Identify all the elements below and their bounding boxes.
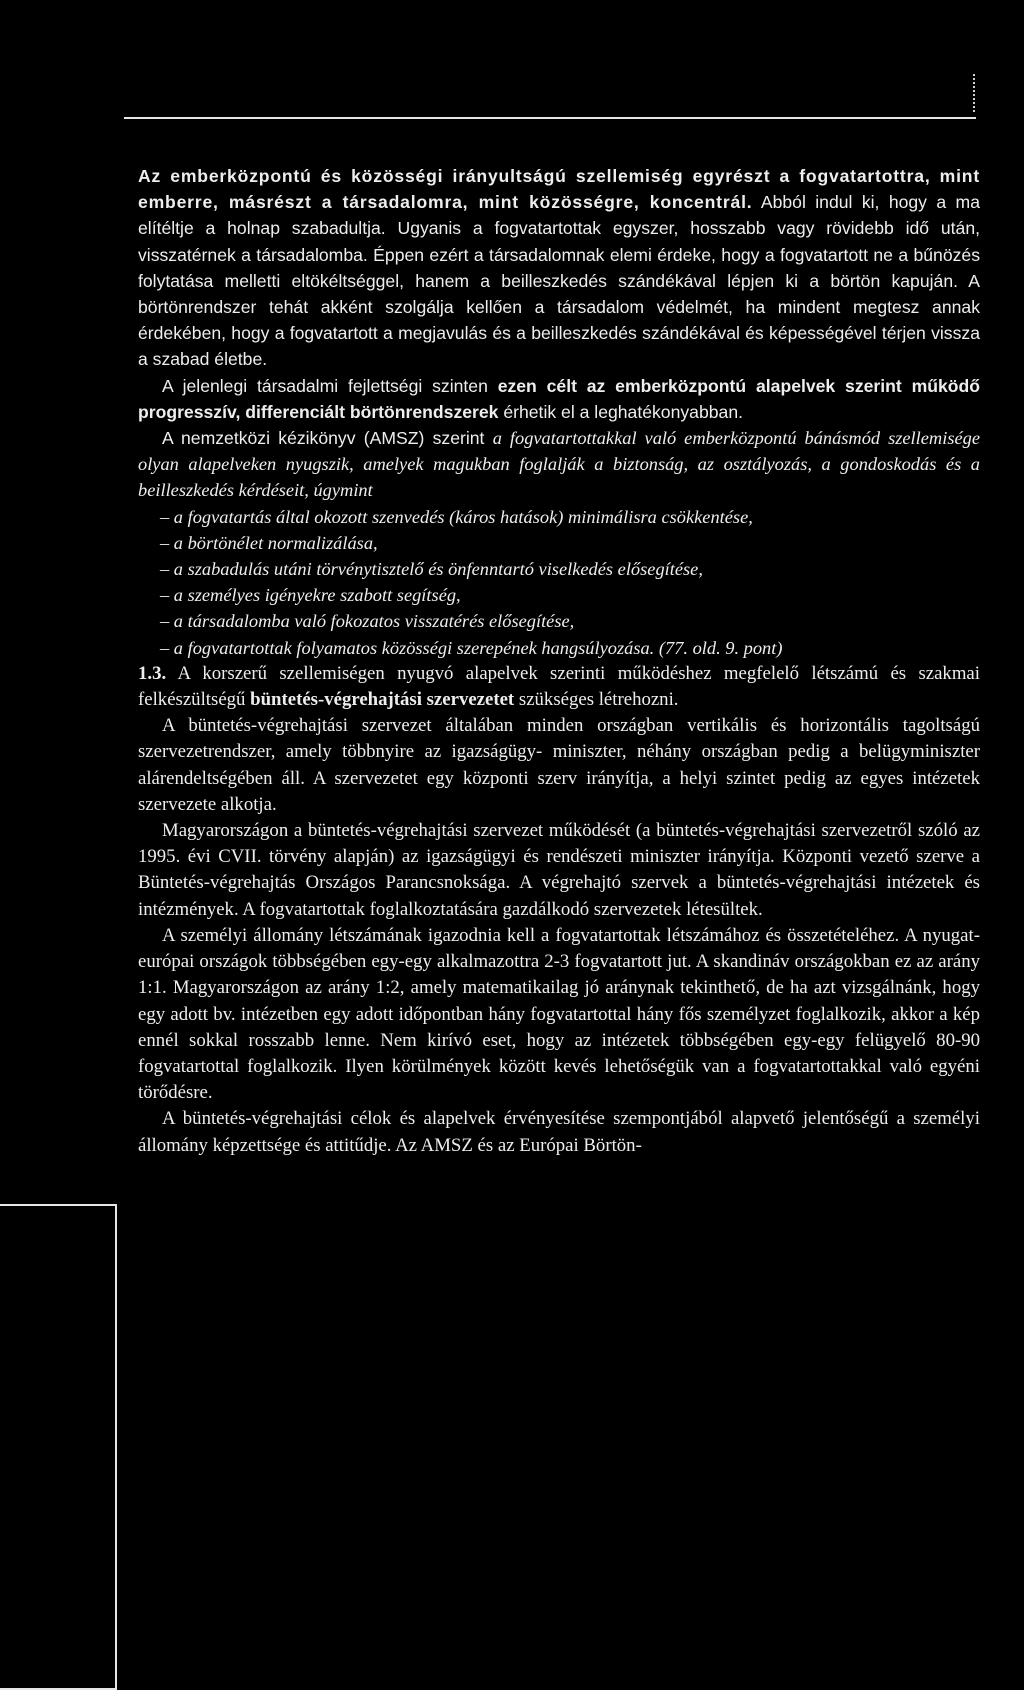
bold-span: büntetés-végrehajtási szervezetet (250, 689, 515, 711)
header-rule (124, 117, 976, 119)
bold-lead: Az emberközpontú és közösségi irányultságú szellemiség egyrészt a fogvatartottra, mint emberre, másrészt a társadalomra, mint közösségre, koncentrál. (138, 166, 980, 213)
margin-box-right (115, 1204, 117, 1690)
list-item: – a fogvatartás által okozott szenvedés (káros hatások) minimálisra csökkentése, (160, 506, 753, 527)
margin-box-top (0, 1204, 116, 1206)
italic-span: a fogvatartottakkal való emberközpontú bánásmód szellemisége olyan alapelveken nyugszik, amelyek magukban foglalják a biztonság, az osztályozás, a gondoskodás és a beilleszkedés kérdéseit, úgymint (138, 428, 981, 501)
section-number: 1.3. (138, 662, 167, 684)
list-item: – a börtönélet normalizálása, (160, 532, 378, 553)
paragraph-2 (138, 373, 980, 425)
paragraph-5: A büntetés-végrehajtási szervezet általában minden országban vertikális és horizontális tagoltságú szervezetrendszer, amely többnyire az igazságügy- miniszter, néhány országban pedig a belügyminiszter alárendeltségében áll. A szervezetet egy központi szerv irányítja, a helyi szintet pedig az egyes intézetek szervezete alkotja. (138, 715, 980, 815)
list-item: – a szabadulás utáni törvénytisztelő és önfenntartó viselkedés elősegítése, (160, 559, 703, 580)
text-span: A korszerű szellemiségen nyugvó alapelvek szerinti működéshez megfelelő létszámú és szakmai felkészültségű (138, 662, 980, 711)
text-span: szükséges létrehozni. (514, 689, 679, 711)
text-span: érhetik el a leghatékonyabban. (498, 401, 743, 422)
bold-span: ezen célt az emberközpontú alapelvek szerint működő progresszív, differenciált börtönrendszerek (138, 375, 980, 422)
paragraph-1 (138, 163, 980, 373)
paragraph-7: A személyi állomány létszámának igazodnia kell a fogvatartottak létszámához és összetételéhez. A nyugat-európai országok többségében egy-egy alkalmazottra 2-3 fogvatartott jut. A skandináv országokban ez az arány 1:1. Magyarországon az arány 1:2, amely matematikailag jó aránynak tekinthető, de ha azt vizsgálnánk, hogy egy adott bv. intézetben egy adott időpontban hány fogvatartottal hány fős személyzet foglalkozik, akkor a kép ennél sokkal rosszabb lenne. Nem kirívó eset, hogy az intézetek többségében egy-egy felügyelő 80-90 fogvatartottal foglalkozik. Ilyen körülmények között kevés lehetőségük van a fogvatartottakkal való egyéni törődésre. (138, 924, 980, 1104)
page-body (138, 163, 980, 1159)
paragraph-6: Magyarországon a büntetés-végrehajtási szervezet működését (a büntetés-végrehajtási szervezetről szóló az 1995. évi CVII. törvény alapján) az igazságügyi és rendészeti miniszter irányítja. Központi vezető szerve a Büntetés-végrehajtás Országos Parancsnoksága. A végrehajtó szervek a büntetés-végrehajtási intézetek és intézmények. A fogvatartottak foglalkoztatására gazdálkodó szervezetek létesültek. (138, 820, 980, 920)
paragraph-1-text: Abból indul ki, hogy a ma elítéltje a holnap szabadultja. Ugyanis a fogvatartottak egyszer, hosszabb vagy rövidebb idő után, visszatérnek a társadalomba. Éppen ezért a társadalomnak elemi érdeke, hogy a fogvatartott ne a bűnözés folytatása melletti eltökéltséggel, hanem a beilleszkedés szándékával lépjen ki a börtön kapuján. A börtönrendszer tehát akként szolgálja kellően a társadalom védelmét, ha mindent megtesz annak érdekében, hogy a fogvatartott a megjavulás és a beilleszkedés szándékával és képességével térjen vissza a szabad életbe. (138, 192, 980, 370)
text-span: A nemzetközi kézikönyv (AMSZ) szerint (162, 428, 493, 449)
paragraph-8: A büntetés-végrehajtási célok és alapelvek érvényesítése szempontjából alapvető jelentőségű a személyi állomány képzettsége és attitűdje. Az AMSZ és az Európai Börtön- (138, 1108, 980, 1156)
list-item: – a személyes igényekre szabott segítség, (160, 585, 461, 606)
paragraph-4 (138, 661, 980, 713)
top-dotted-mark (973, 74, 975, 114)
list-item: – a fogvatartottak folyamatos közösségi szerepének hangsúlyozása. (77. old. 9. pont) (160, 637, 783, 658)
list-item: – a társadalomba való fokozatos visszatérés elősegítése, (160, 611, 575, 632)
text-span: A jelenlegi társadalmi fejlettségi szinten (162, 375, 498, 396)
paragraph-3 (138, 425, 980, 504)
principles-list (138, 504, 980, 661)
